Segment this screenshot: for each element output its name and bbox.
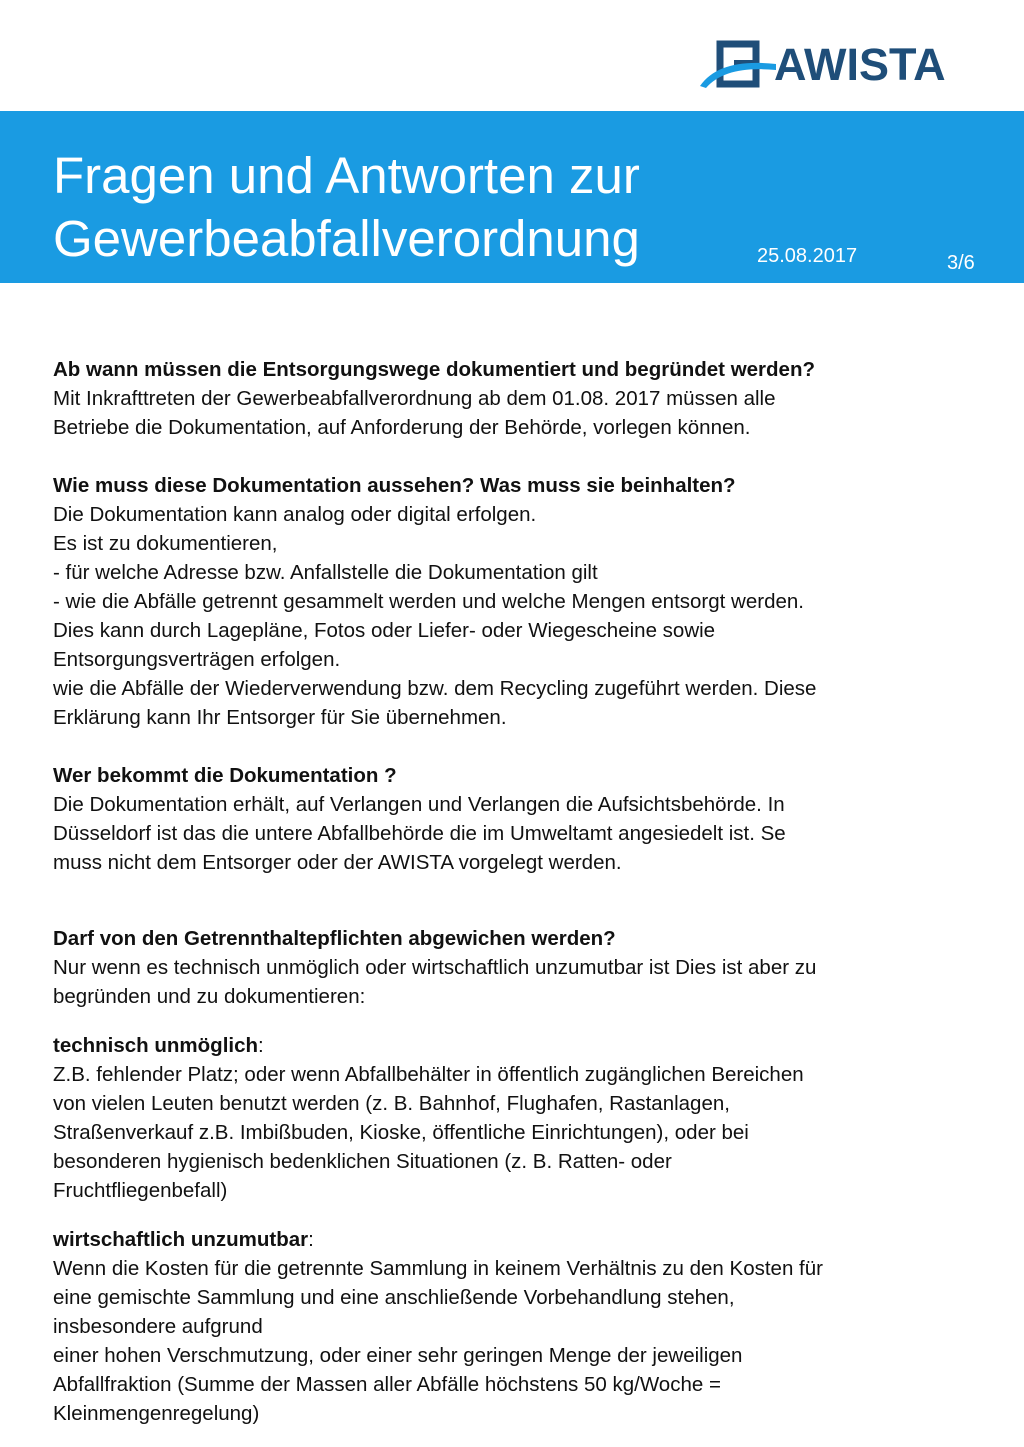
faq-section — [53, 761, 983, 877]
faq-answer-line: Dies kann durch Lagepläne, Fotos oder Liefer- oder Wiegescheine sowie — [53, 619, 716, 642]
faq-answer-line: Wenn die Kosten für die getrennte Sammlung in keinem Verhältnis zu den Kosten für — [53, 1257, 823, 1280]
faq-answer-line: - für welche Adresse bzw. Anfallstelle die Dokumentation gilt — [53, 561, 598, 584]
faq-answer-line: Abfallfraktion (Summe der Massen aller Abfälle höchstens 50 kg/Woche = — [53, 1373, 721, 1396]
title-line: Fragen und Antworten zur — [53, 147, 640, 204]
logo-text: AWISTA — [774, 39, 946, 90]
faq-subheading-colon: : — [308, 1228, 314, 1251]
faq-answer-line: von vielen Leuten benutzt werden (z. B. Bahnhof, Flughafen, Rastanlagen, — [53, 1092, 730, 1115]
faq-question: Ab wann müssen die Entsorgungswege dokumentiert und begründet werden? — [53, 358, 815, 381]
faq-answer-line: besonderen hygienisch bedenklichen Situationen (z. B. Ratten- oder — [53, 1150, 672, 1173]
faq-section — [53, 471, 983, 732]
faq-question: Wer bekommt die Dokumentation ? — [53, 764, 397, 787]
faq-answer-line: Betriebe die Dokumentation, auf Anforderung der Behörde, vorlegen können. — [53, 416, 751, 439]
faq-answer-line: Z.B. fehlender Platz; oder wenn Abfallbehälter in öffentlich zugänglichen Bereichen — [53, 1063, 804, 1086]
faq-answer-line: Düsseldorf ist das die untere Abfallbehörde die im Umweltamt angesiedelt ist. Se — [53, 822, 786, 845]
page-title — [53, 144, 733, 270]
faq-answer-line: Die Dokumentation erhält, auf Verlangen und Verlangen die Aufsichtsbehörde. In — [53, 793, 785, 816]
faq-answer-line: Fruchtfliegenbefall) — [53, 1179, 228, 1202]
faq-answer-line: begründen und zu dokumentieren: — [53, 985, 366, 1008]
faq-section — [53, 924, 983, 1011]
faq-subheading: technisch unmöglich — [53, 1034, 259, 1057]
page-number: 3/6 — [947, 252, 975, 274]
header-banner — [0, 111, 1024, 283]
faq-answer-line: - wie die Abfälle getrennt gesammelt werden und welche Mengen entsorgt werden. — [53, 590, 804, 613]
awista-logo-icon — [700, 40, 776, 90]
faq-answer-line: einer hohen Verschmutzung, oder einer sehr geringen Menge der jeweiligen — [53, 1344, 743, 1367]
faq-question: Wie muss diese Dokumentation aussehen? Was muss sie beinhalten? — [53, 474, 736, 497]
faq-answer-line: Die Dokumentation kann analog oder digital erfolgen. — [53, 503, 537, 526]
faq-question: Darf von den Getrennthaltepflichten abgewichen werden? — [53, 927, 616, 950]
faq-answer-line: Es ist zu dokumentieren, — [53, 532, 278, 555]
document-date: 25.08.2017 — [757, 245, 858, 267]
faq-answer-line: Kleinmengenregelung) — [53, 1402, 260, 1425]
faq-answer-line: Mit Inkrafttreten der Gewerbeabfallverordnung ab dem 01.08. 2017 müssen alle — [53, 387, 776, 410]
faq-answer-line: muss nicht dem Entsorger oder der AWISTA vorgelegt werden. — [53, 851, 622, 874]
faq-answer-line: Straßenverkauf z.B. Imbißbuden, Kioske, öffentliche Einrichtungen), oder bei — [53, 1121, 749, 1144]
faq-answer-line: Erklärung kann Ihr Entsorger für Sie übernehmen. — [53, 706, 507, 729]
faq-section — [53, 1031, 983, 1205]
document-body — [53, 355, 983, 1428]
faq-answer-line: eine gemischte Sammlung und eine anschließende Vorbehandlung stehen, — [53, 1286, 735, 1309]
faq-answer-line: Entsorgungsverträgen erfolgen. — [53, 648, 341, 671]
faq-section — [53, 1225, 983, 1428]
faq-subheading-colon: : — [258, 1034, 264, 1057]
faq-subheading: wirtschaftlich unzumutbar — [53, 1228, 309, 1251]
title-line: Gewerbeabfallverordnung — [53, 210, 640, 267]
faq-section — [53, 355, 983, 442]
awista-logo — [700, 40, 970, 90]
faq-answer-line: wie die Abfälle der Wiederverwendung bzw. dem Recycling zugeführt werden. Diese — [53, 677, 817, 700]
faq-answer-line: insbesondere aufgrund — [53, 1315, 263, 1338]
faq-answer-line: Nur wenn es technisch unmöglich oder wirtschaftlich unzumutbar ist Dies ist aber zu — [53, 956, 817, 979]
